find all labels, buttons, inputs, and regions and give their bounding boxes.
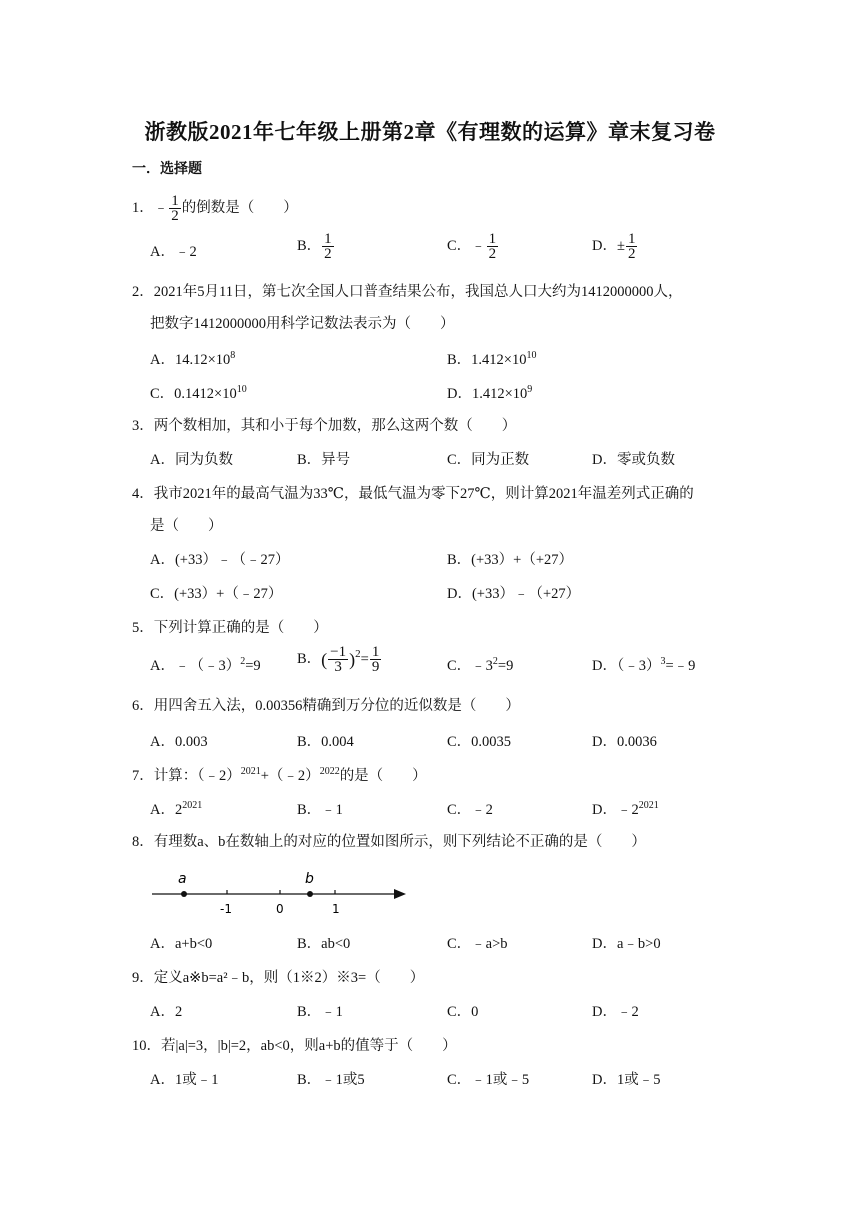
question-9: 9．定义a※b=a²﹣b，则（1※2）※3=（ ）	[132, 970, 425, 986]
point-a	[181, 891, 187, 897]
question-1: 1．﹣ $\frac{1}{2}$ 的倒数是（ ）	[132, 193, 298, 224]
option-a[interactable]: A．a+b<0	[150, 936, 213, 952]
label-b: b	[305, 871, 314, 887]
question-8: 8．有理数a、b在数轴上的对应的位置如图所示，则下列结论不正确的是（ ）	[132, 834, 646, 850]
option-c[interactable]: C．﹣a>b	[447, 936, 508, 952]
fraction: $\frac{1}{2}$	[627, 231, 636, 262]
number-line-arrow	[394, 889, 406, 899]
question-6: 6．用四舍五入法，0.00356精确到万分位的近似数是（ ）	[132, 698, 520, 714]
question-10: 10．若|a|=3，|b|=2，ab<0，则a+b的值等于（ ）	[132, 1038, 457, 1054]
option-b[interactable]: B．( $\frac{-1}{3}$ )$^2$= $\frac{1}{9}$	[297, 644, 380, 675]
label-0: 0	[276, 902, 284, 916]
question-2-line-1: 2．2021年5月11日，第七次全国人口普查结果公布，我国总人口大约为1412000000人，	[132, 284, 683, 300]
option-a[interactable]: A．2	[150, 1004, 183, 1020]
option-d[interactable]: D．1或﹣5	[592, 1072, 661, 1088]
question-5: 5．下列计算正确的是（ ）	[132, 620, 328, 636]
question-2-line-2: 把数字1412000000用科学记数法表示为（ ）	[150, 316, 455, 332]
option-c[interactable]: C．0	[447, 1004, 479, 1020]
option-d[interactable]: D．± $\frac{1}{2}$	[592, 231, 636, 262]
option-c[interactable]: C．同为正数	[447, 452, 530, 468]
option-d[interactable]: D．(+33）﹣（+27）	[447, 586, 581, 602]
option-a[interactable]: A．﹣2	[150, 244, 197, 260]
fraction: $\frac{-1}{3}$	[330, 644, 347, 675]
section-heading: 一．选择题	[132, 162, 202, 177]
option-c[interactable]: C．﹣ $\frac{1}{2}$	[447, 231, 497, 262]
option-c[interactable]: C．﹣2	[447, 802, 493, 818]
fraction: $\frac{1}{2}$	[488, 231, 497, 262]
label-a: a	[178, 871, 187, 887]
option-b[interactable]: B． $\frac{1}{2}$	[297, 231, 332, 262]
option-a[interactable]: A．(+33）﹣（﹣27）	[150, 552, 290, 568]
question-number: 1．	[132, 199, 154, 216]
option-c[interactable]: C．$0.1412\times 10^{10}$	[150, 384, 247, 402]
option-c[interactable]: C．(+33）+（﹣27）	[150, 586, 283, 602]
option-d[interactable]: D．a﹣b>0	[592, 936, 661, 952]
option-d[interactable]: D．$1.412\times 10^9$	[447, 384, 533, 402]
option-b[interactable]: B．异号	[297, 452, 351, 468]
question-3: 3．两个数相加，其和小于每个加数，那么这两个数（ ）	[132, 418, 517, 434]
number-line-figure	[148, 866, 410, 918]
option-c[interactable]: C．0.0035	[447, 734, 512, 750]
question-4-line-1: 4．我市2021年的最高气温为33℃，最低气温为零下27℃，则计算2021年温差列式正确的	[132, 486, 694, 502]
option-b[interactable]: B．﹣1或5	[297, 1072, 365, 1088]
option-b[interactable]: B．0.004	[297, 734, 354, 750]
option-d[interactable]: D．0.0036	[592, 734, 657, 750]
question-7: 7．计算：（﹣2）$^{2021}$+（﹣2）$^{2022}$的是（ ）	[132, 766, 427, 784]
option-a[interactable]: A．$2^{2021}$	[150, 800, 203, 818]
option-a[interactable]: A．1或﹣1	[150, 1072, 219, 1088]
fraction: $\frac{1}{2}$	[171, 193, 179, 224]
option-d[interactable]: D．（﹣3）$^3$=﹣9	[592, 656, 696, 674]
option-b[interactable]: B．﹣1	[297, 1004, 343, 1020]
option-b[interactable]: B．(+33）+（+27）	[447, 552, 574, 568]
option-d[interactable]: D．﹣2	[592, 1004, 639, 1020]
option-b[interactable]: B．ab<0	[297, 936, 351, 952]
option-d[interactable]: D．$﹣2^{2021}$	[592, 800, 659, 818]
option-b[interactable]: B．$1.412\times 10^{10}$	[447, 350, 537, 368]
option-b[interactable]: B．﹣1	[297, 802, 343, 818]
option-c[interactable]: C．﹣1或﹣5	[447, 1072, 530, 1088]
option-a[interactable]: A．$14.12\times 10^8$	[150, 350, 236, 368]
point-b	[307, 891, 313, 897]
question-4-line-2: 是（ ）	[150, 518, 223, 534]
label-neg1: -1	[220, 902, 232, 916]
option-a[interactable]: A．同为负数	[150, 452, 233, 468]
fraction: $\frac{1}{2}$	[324, 231, 332, 262]
fraction: $\frac{1}{9}$	[371, 644, 380, 675]
option-c[interactable]: C．$﹣3^2=9$	[447, 656, 514, 674]
option-a[interactable]: A．0.003	[150, 734, 208, 750]
option-d[interactable]: D．零或负数	[592, 452, 675, 468]
label-1: 1	[332, 902, 340, 916]
option-a[interactable]: A．﹣（﹣3）$^2$=9	[150, 656, 261, 674]
page-title: 浙教版2021年七年级上册第2章《有理数的运算》章末复习卷	[144, 120, 716, 144]
